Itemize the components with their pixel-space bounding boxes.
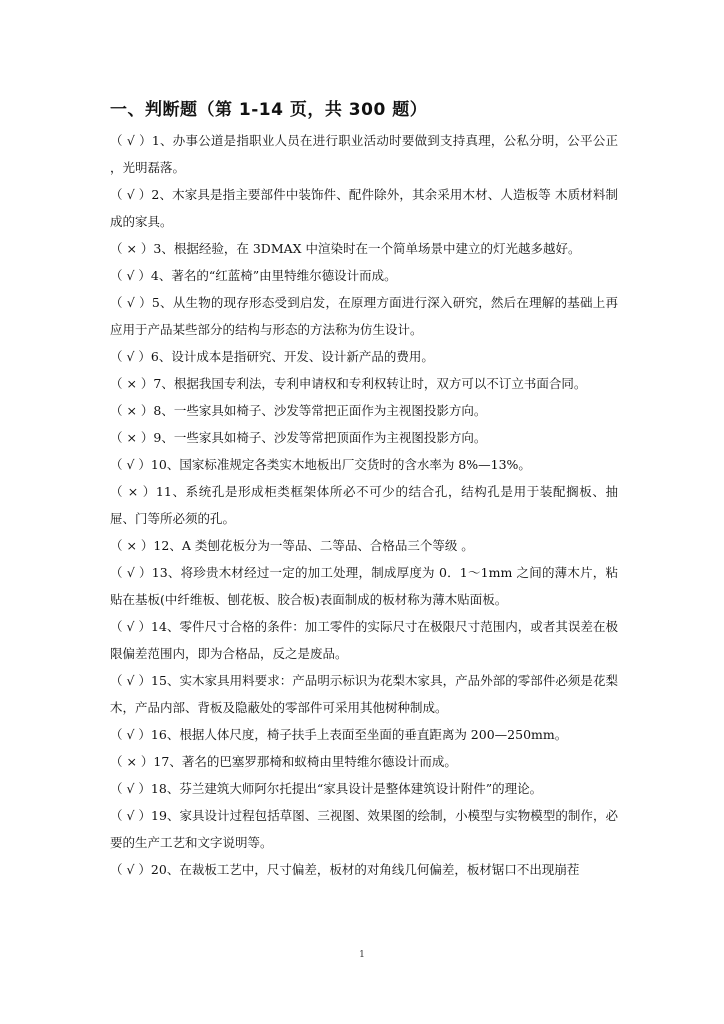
question-item [110,370,618,397]
question-text: 3、根据经验，在 3DMAX 中渲染时在一个简单场景中建立的灯光越多越好。 [153,241,581,256]
answer-mark: （ √ ） [110,565,152,580]
answer-mark: （ √ ） [110,133,152,148]
question-item [110,451,618,478]
answer-mark: （ √ ） [110,268,151,283]
question-text: 6、设计成本是指研究、开发、设计新产品的费用。 [150,349,434,364]
question-item [110,181,618,235]
question-text: 9、一些家具如椅子、沙发等常把顶面作为主视图投影方向。 [153,430,487,445]
question-text: 14、零件尺寸合格的条件：加工零件的实际尺寸在极限尺寸范围内，或者其误差在极限偏差范围内，即为合格品，反之是废品。 [110,619,618,661]
question-list [110,127,618,883]
question-item [110,667,618,721]
question-item [110,397,618,424]
question-text: 19、家具设计过程包括草图、三视图、效果图的绘制，小模型与实物模型的制作，必要的生产工艺和文字说明等。 [110,808,618,850]
question-text: 8、一些家具如椅子、沙发等常把正面作为主视图投影方向。 [153,403,487,418]
answer-mark: （ × ） [110,484,156,499]
answer-mark: （ √ ） [110,673,152,688]
answer-mark: （ √ ） [110,808,152,823]
question-text: 17、著名的巴塞罗那椅和蚁椅由里特维尔德设计而成。 [153,754,457,769]
question-text: 2、木家具是指主要部件中装饰件、配件除外，其余采用木材、人造板等 木质材料制成的家具。 [110,187,618,229]
answer-mark: （ √ ） [110,457,151,472]
question-item [110,478,618,532]
answer-mark: （ √ ） [110,349,151,364]
answer-mark: （ × ） [110,538,154,553]
answer-mark: （ √ ） [110,295,152,310]
question-text: 4、著名的“红蓝椅”由里特维尔德设计而成。 [150,268,397,283]
question-item [110,613,618,667]
question-item [110,856,618,883]
answer-mark: （ × ） [110,241,154,256]
question-text: 11、系统孔是形成柜类框架体所必不可少的结合孔，结构孔是用于装配搁板、抽屉、门等所必须的孔。 [110,484,618,526]
question-text: 18、芬兰建筑大师阿尔托提出“家具设计是整体建筑设计附件”的理论。 [150,781,543,796]
question-text: 15、实木家具用料要求：产品明示标识为花梨木家具，产品外部的零部件必须是花梨木，产品内部、背板及隐蔽处的零部件可采用其他树种制成。 [110,673,618,715]
question-item [110,559,618,613]
question-item [110,775,618,802]
answer-mark: （ √ ） [110,727,151,742]
answer-mark: （ × ） [110,376,154,391]
question-text: 20、在裁板工艺中，尺寸偏差，板材的对角线几何偏差，板材锯口不出现崩茬 [150,862,580,877]
question-text: 16、根据人体尺度，椅子扶手上表面至坐面的垂直距离为 200—250mm。 [150,727,568,742]
question-text: 13、将珍贵木材经过一定的加工处理，制成厚度为 0．1～1mm 之间的薄木片，粘贴在基板(中纤维板、刨花板、胶合板)表面制成的板材称为薄木贴面板。 [110,565,618,607]
answer-mark: （ × ） [110,754,154,769]
page-number: 1 [359,950,365,960]
answer-mark: （ √ ） [110,187,152,202]
question-text: 1、办事公道是指职业人员在进行职业活动时要做到支持真理，公私分明，公平公正 ，光明磊落。 [110,133,618,175]
answer-mark: （ √ ） [110,781,151,796]
question-text: 7、根据我国专利法，专利申请权和专利权转让时，双方可以不订立书面合同。 [153,376,587,391]
question-item [110,721,618,748]
question-item [110,127,618,181]
answer-mark: （ × ） [110,430,154,445]
question-text: 10、国家标准规定各类实木地板出厂交货时的含水率为 8%—13%。 [150,457,531,472]
question-item [110,235,618,262]
question-item [110,748,618,775]
question-item [110,343,618,370]
question-item [110,802,618,856]
question-text: 12、A 类刨花板分为一等品、二等品、合格品三个等级 。 [153,538,474,553]
question-item [110,262,618,289]
answer-mark: （ √ ） [110,619,152,634]
question-item [110,532,618,559]
question-item [110,289,618,343]
answer-mark: （ × ） [110,403,154,418]
question-text: 5、从生物的现存形态受到启发，在原理方面进行深入研究，然后在理解的基础上再应用于产品某些部分的结构与形态的方法称为仿生设计。 [110,295,618,337]
section-title: 一、判断题（第 1-14 页，共 300 题） [110,100,428,120]
question-item [110,424,618,451]
answer-mark: （ √ ） [110,862,151,877]
